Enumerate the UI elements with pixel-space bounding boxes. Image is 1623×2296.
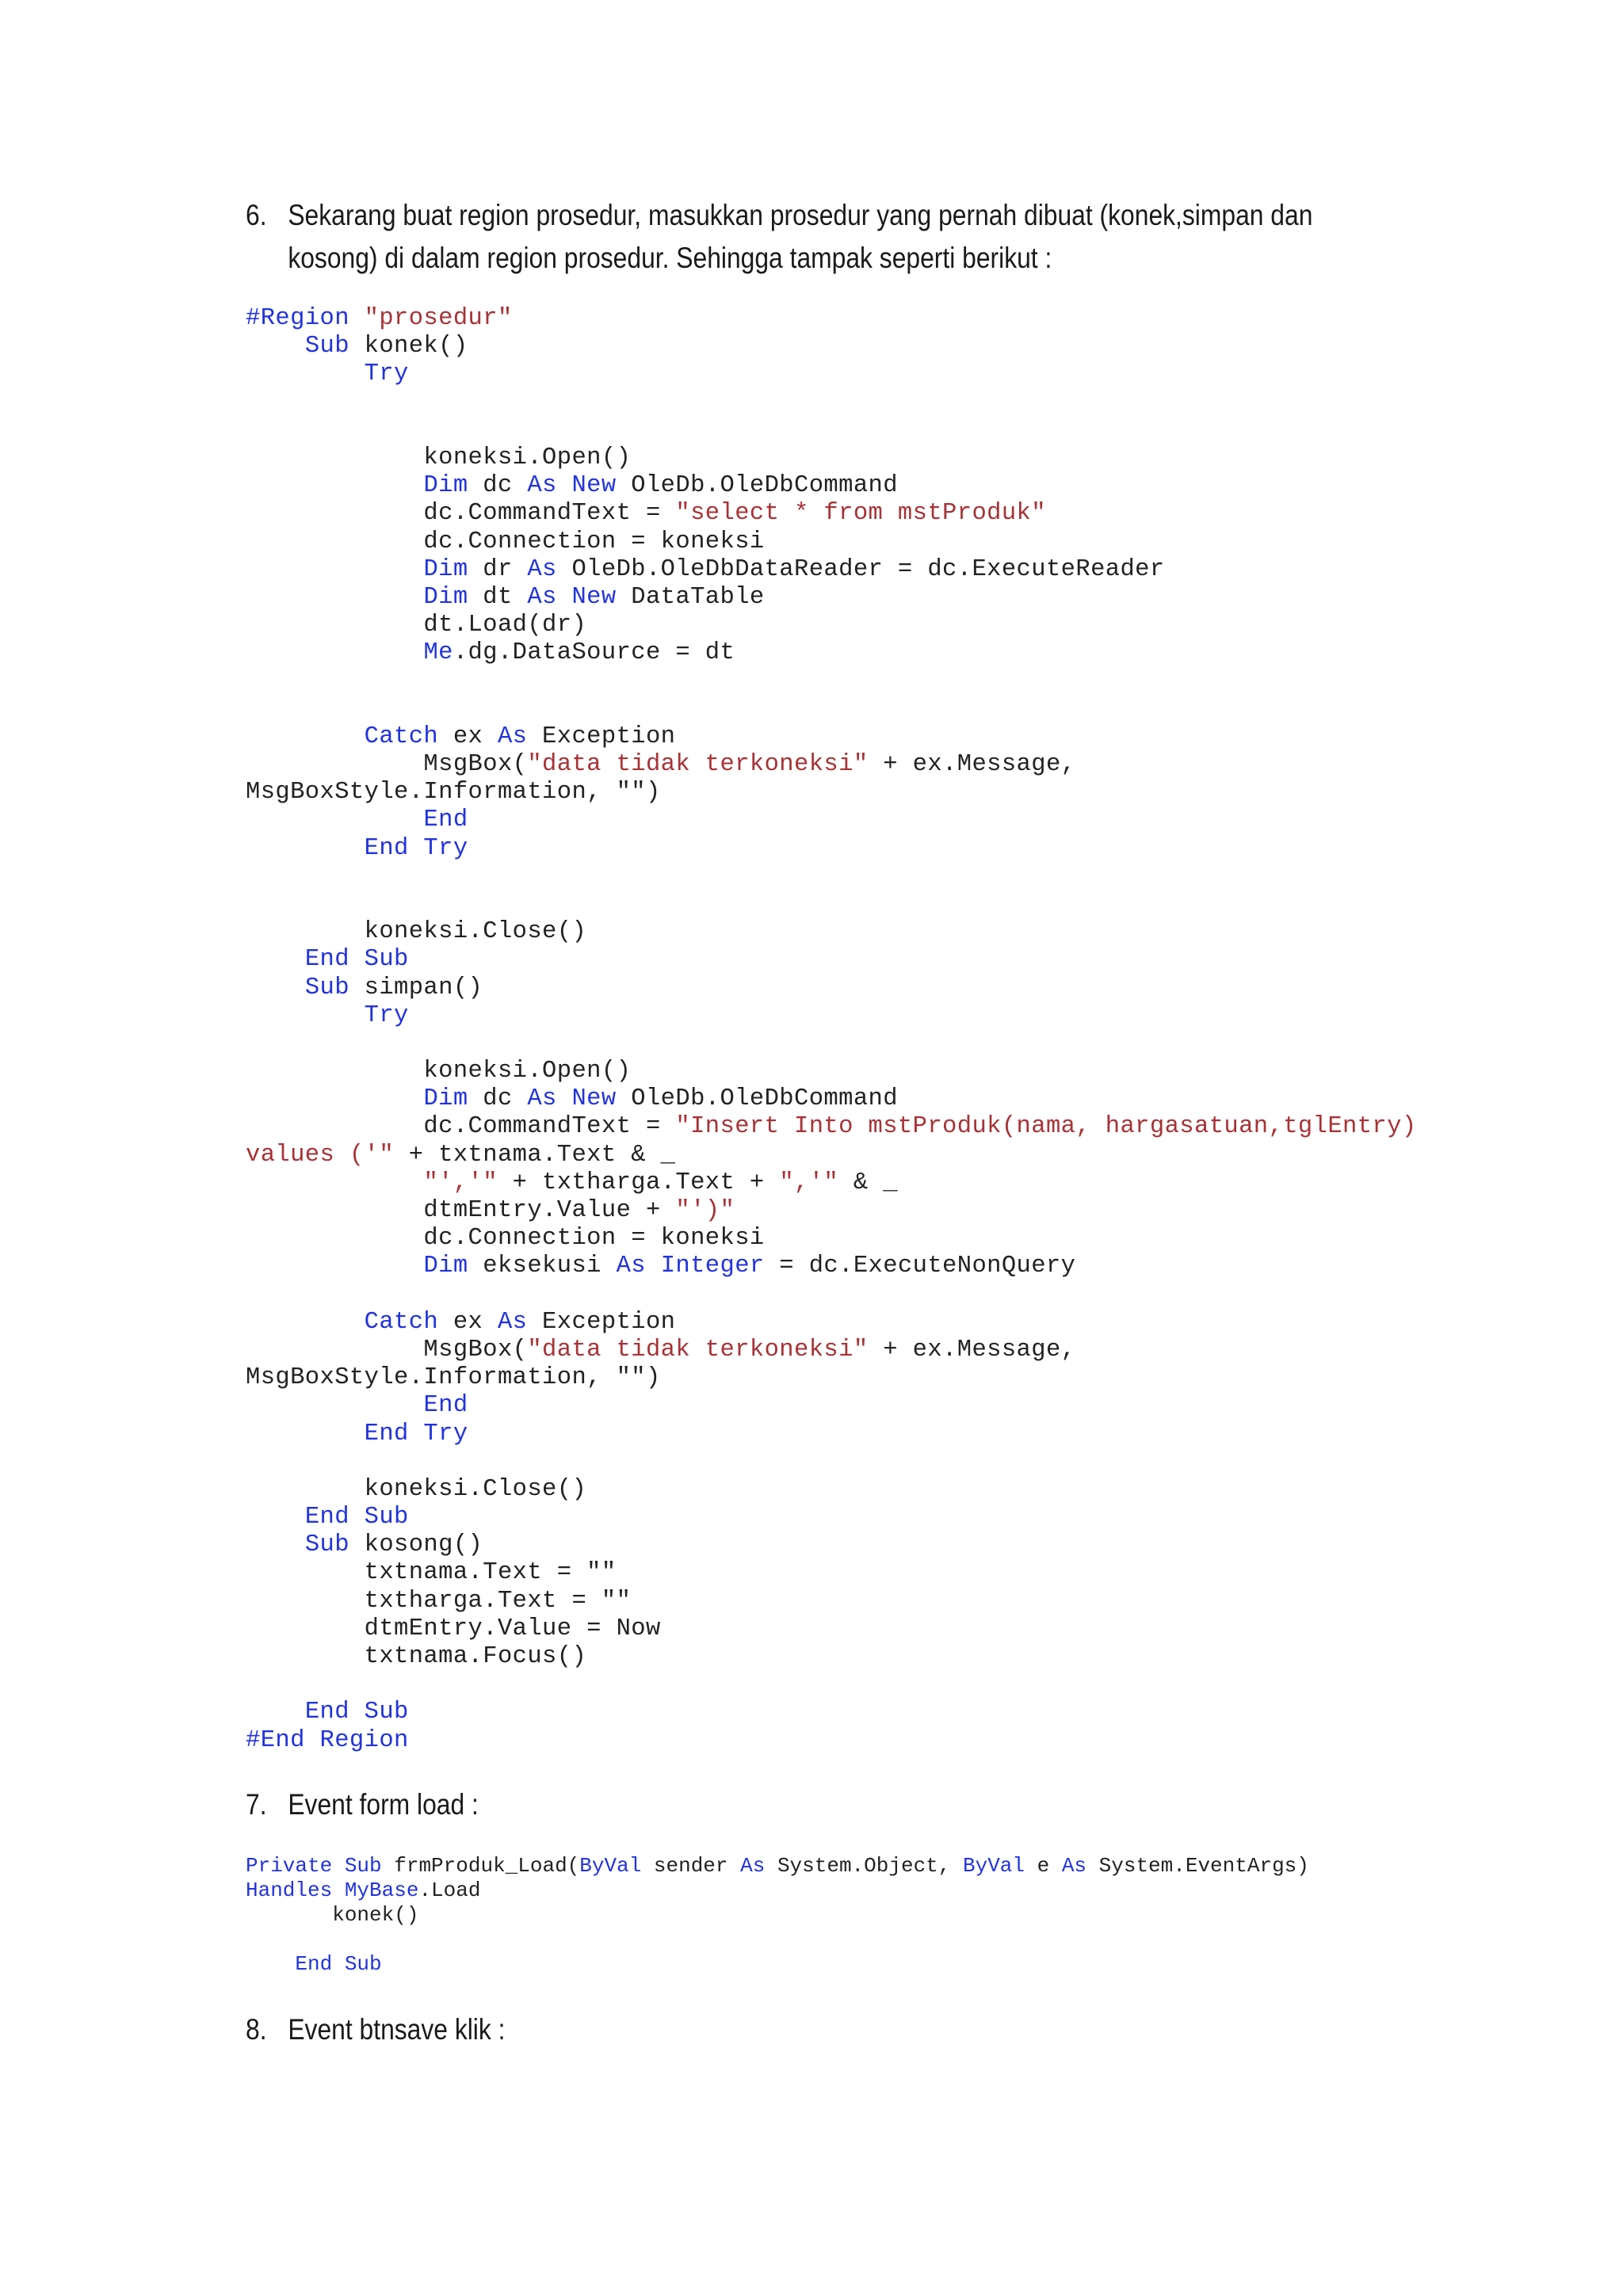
code-keyword: Handles [246, 1878, 333, 1902]
code-text: koneksi.Open() [246, 444, 632, 471]
code-keyword: As [497, 1308, 528, 1336]
code-keyword: Integer [660, 1253, 765, 1280]
code-line [246, 556, 1417, 584]
code-text: dc [468, 472, 528, 500]
step-6 [246, 194, 1312, 280]
code-text [557, 472, 572, 499]
code-keyword: As [527, 1085, 557, 1113]
code-keyword: Catch [364, 1308, 439, 1336]
code-line [246, 1928, 1309, 1952]
code-text: dtmEntry.Value = Now [246, 1615, 661, 1642]
code-text [246, 946, 305, 973]
code-text [646, 1253, 661, 1280]
step-number: 6. [246, 199, 267, 231]
step-number: 8. [246, 2013, 267, 2046]
code-text [246, 1085, 423, 1112]
code-line [246, 417, 1417, 444]
code-line [246, 1058, 1417, 1085]
code-keyword: Private [246, 1854, 333, 1878]
code-keyword: Sub [304, 333, 349, 360]
code-text: .Load [418, 1878, 481, 1902]
code-keyword: As [527, 583, 557, 611]
code-text: MsgBoxStyle.Information, "") [246, 1364, 661, 1392]
code-text: koneksi.Close() [246, 918, 587, 946]
code-line [246, 1588, 1417, 1615]
code-keyword: As [527, 472, 557, 500]
step-text-continued: kosong) di dalam region prosedur. Sehingga tampak seperti berikut : [288, 242, 1052, 274]
code-line [246, 1253, 1417, 1280]
code-text: dt.Load(dr) [246, 612, 587, 639]
code-keyword: Me [423, 639, 453, 667]
code-text: OleDb.OleDbCommand [616, 1085, 898, 1113]
step-text: Sekarang buat region prosedur, masukkan prosedur yang pernah dibuat (konek,simpan dan [288, 199, 1313, 231]
code-keyword: New [571, 583, 617, 611]
code-text: frmProduk_Load( [381, 1854, 580, 1878]
code-line [246, 1727, 1417, 1755]
code-text: OleDb.OleDbCommand [616, 472, 898, 500]
code-text [246, 1421, 365, 1447]
code-text: sender [641, 1854, 741, 1878]
code-text [349, 305, 365, 332]
code-line [246, 1169, 1417, 1197]
code-text [557, 1085, 572, 1112]
code-text: MsgBox( [246, 751, 528, 778]
code-text: koneksi.Open() [246, 1058, 632, 1085]
code-line [246, 389, 1417, 417]
code-text: txtharga.Text = "" [246, 1587, 632, 1615]
code-text: MsgBox( [246, 1336, 528, 1363]
code-text: dc.Connection = koneksi [246, 528, 765, 555]
code-keyword: MyBase [344, 1878, 419, 1902]
code-text [246, 1253, 423, 1280]
code-line [246, 584, 1417, 612]
code-keyword: Dim [423, 555, 468, 583]
code-line [246, 1952, 1309, 1977]
code-line [246, 1854, 1309, 1878]
code-keyword: As [740, 1854, 766, 1878]
code-keyword: End Sub [304, 1504, 409, 1531]
code-line [246, 1142, 1417, 1169]
code-text: ex [438, 723, 498, 750]
code-text [332, 1854, 345, 1878]
code-string: values ('" [246, 1141, 395, 1169]
code-text [246, 807, 423, 833]
code-text: eksekusi [468, 1253, 617, 1280]
code-line [246, 1225, 1417, 1253]
code-line [246, 696, 1417, 723]
code-text: MsgBoxStyle.Information, "") [246, 779, 661, 807]
code-keyword: Sub [344, 1854, 382, 1878]
code-text: konek() [349, 333, 468, 360]
code-keyword: Sub [304, 974, 349, 1001]
code-text: + ex.Message, [868, 751, 1076, 778]
code-text: txtnama.Focus() [246, 1643, 587, 1670]
code-text: System.Object, [765, 1854, 963, 1878]
code-text: System.EventArgs) [1086, 1854, 1309, 1878]
code-keyword: #End Region [246, 1726, 409, 1754]
code-block-region-prosedur [246, 305, 1417, 1755]
code-line [246, 1559, 1417, 1587]
step-text: Event btnsave klik : [288, 2013, 506, 2046]
code-line [246, 639, 1417, 667]
code-keyword: End Try [364, 1420, 468, 1447]
code-text: e [1025, 1854, 1062, 1878]
code-line [246, 1197, 1417, 1225]
code-line [246, 835, 1417, 863]
code-text: dc.CommandText = [246, 1113, 676, 1141]
code-text [246, 1504, 305, 1531]
code-keyword: ByVal [579, 1854, 642, 1878]
code-line [246, 1903, 1309, 1928]
code-keyword: New [571, 1085, 617, 1113]
code-text [332, 1878, 345, 1902]
code-text [246, 1002, 365, 1029]
code-text: dr [468, 555, 528, 583]
code-keyword: #Region [246, 305, 349, 332]
code-text: = dc.ExecuteNonQuery [764, 1253, 1076, 1280]
code-line [246, 751, 1417, 779]
code-line [246, 1504, 1417, 1531]
code-string: "')" [675, 1197, 735, 1224]
code-line [246, 1671, 1417, 1699]
code-line [246, 946, 1417, 974]
code-text: txtnama.Text = "" [246, 1559, 617, 1587]
code-line [246, 1337, 1417, 1364]
code-line [246, 612, 1417, 639]
code-line [246, 1448, 1417, 1476]
code-line [246, 1531, 1417, 1559]
code-keyword: As [527, 555, 557, 583]
code-text [246, 360, 365, 387]
code-text: dc.Connection = koneksi [246, 1225, 765, 1253]
code-line [246, 667, 1417, 695]
code-text [246, 584, 423, 611]
code-keyword: As [497, 723, 528, 750]
code-text: simpan() [349, 974, 483, 1001]
code-text: dc.CommandText = [246, 500, 676, 528]
code-line [246, 1002, 1417, 1030]
code-keyword: As [616, 1253, 646, 1280]
code-keyword: ByVal [962, 1854, 1025, 1878]
code-keyword: New [571, 472, 617, 500]
code-line [246, 472, 1417, 500]
code-text: dtmEntry.Value + [246, 1197, 676, 1224]
code-text [246, 1531, 305, 1558]
code-string: "data tidak terkoneksi" [527, 1336, 869, 1363]
code-line [246, 333, 1417, 360]
code-keyword: Dim [423, 1085, 468, 1113]
code-text: ex [438, 1308, 498, 1336]
code-keyword: Sub [304, 1531, 349, 1559]
code-keyword: End Sub [295, 1952, 382, 1976]
code-text [246, 1699, 305, 1726]
code-text [246, 1309, 365, 1336]
code-line [246, 723, 1417, 751]
step-8 [246, 2008, 505, 2051]
code-keyword: End Try [364, 834, 468, 862]
code-text [246, 974, 305, 1001]
code-line [246, 1699, 1417, 1726]
code-string: "data tidak terkoneksi" [527, 751, 869, 778]
code-string: ",'" [779, 1169, 839, 1196]
code-keyword: Dim [423, 1253, 468, 1280]
code-keyword: Try [364, 1001, 409, 1029]
code-text: konek() [246, 1903, 419, 1927]
code-text: + txtharga.Text + [497, 1169, 780, 1196]
code-line [246, 1281, 1417, 1309]
code-string: "','" [423, 1169, 498, 1196]
code-line [246, 1878, 1309, 1903]
code-text: OleDb.OleDbDataReader = dc.ExecuteReader [556, 555, 1165, 583]
code-text [246, 556, 423, 583]
code-text [246, 639, 423, 666]
code-keyword: Dim [423, 583, 468, 611]
code-line [246, 1392, 1417, 1420]
code-line [246, 779, 1417, 807]
code-string: "Insert Into mstProduk(nama, hargasatuan,tglEntry) [675, 1113, 1417, 1141]
code-text: dc [468, 1085, 528, 1113]
code-text [246, 835, 365, 862]
code-line [246, 891, 1417, 918]
code-line [246, 528, 1417, 556]
code-line [246, 1421, 1417, 1448]
code-string: "prosedur" [364, 305, 513, 332]
code-line [246, 1364, 1417, 1392]
code-text: .dg.DataSource = dt [453, 639, 735, 667]
code-line [246, 1085, 1417, 1113]
code-line [246, 1615, 1417, 1643]
code-text: dt [468, 583, 528, 611]
code-text [246, 1952, 295, 1976]
code-line [246, 918, 1417, 946]
code-line [246, 305, 1417, 333]
code-keyword: End [423, 807, 468, 834]
step-7 [246, 1783, 479, 1826]
code-text [246, 1392, 423, 1419]
code-line [246, 1113, 1417, 1141]
code-text: DataTable [616, 583, 765, 611]
code-text [557, 584, 572, 611]
code-line [246, 500, 1417, 528]
code-line [246, 807, 1417, 834]
code-text: + ex.Message, [868, 1336, 1076, 1363]
code-keyword: End Sub [304, 946, 409, 974]
code-text [246, 1169, 423, 1196]
code-block-form-load [246, 1854, 1309, 1977]
code-line [246, 863, 1417, 891]
code-keyword: Dim [423, 472, 468, 500]
code-keyword: End Sub [304, 1699, 409, 1726]
code-text [246, 333, 305, 360]
code-keyword: Catch [364, 723, 439, 750]
code-text: Exception [527, 1308, 676, 1336]
code-line [246, 360, 1417, 388]
code-line [246, 1643, 1417, 1671]
code-text [246, 472, 423, 499]
code-text: kosong() [349, 1531, 483, 1559]
code-keyword: As [1061, 1854, 1087, 1878]
code-text: + txtnama.Text & _ [394, 1141, 676, 1169]
step-number: 7. [246, 1788, 267, 1821]
code-keyword: End [423, 1392, 468, 1420]
code-text: koneksi.Close() [246, 1475, 587, 1503]
code-line [246, 1030, 1417, 1058]
code-text: Exception [527, 723, 676, 750]
code-line [246, 1309, 1417, 1337]
step-text: Event form load : [288, 1788, 479, 1821]
code-line [246, 444, 1417, 472]
code-string: "select * from mstProduk" [675, 500, 1046, 528]
code-text: & _ [838, 1169, 898, 1196]
code-line [246, 974, 1417, 1002]
code-keyword: Try [364, 360, 409, 388]
code-text [246, 723, 365, 750]
code-line [246, 1476, 1417, 1504]
